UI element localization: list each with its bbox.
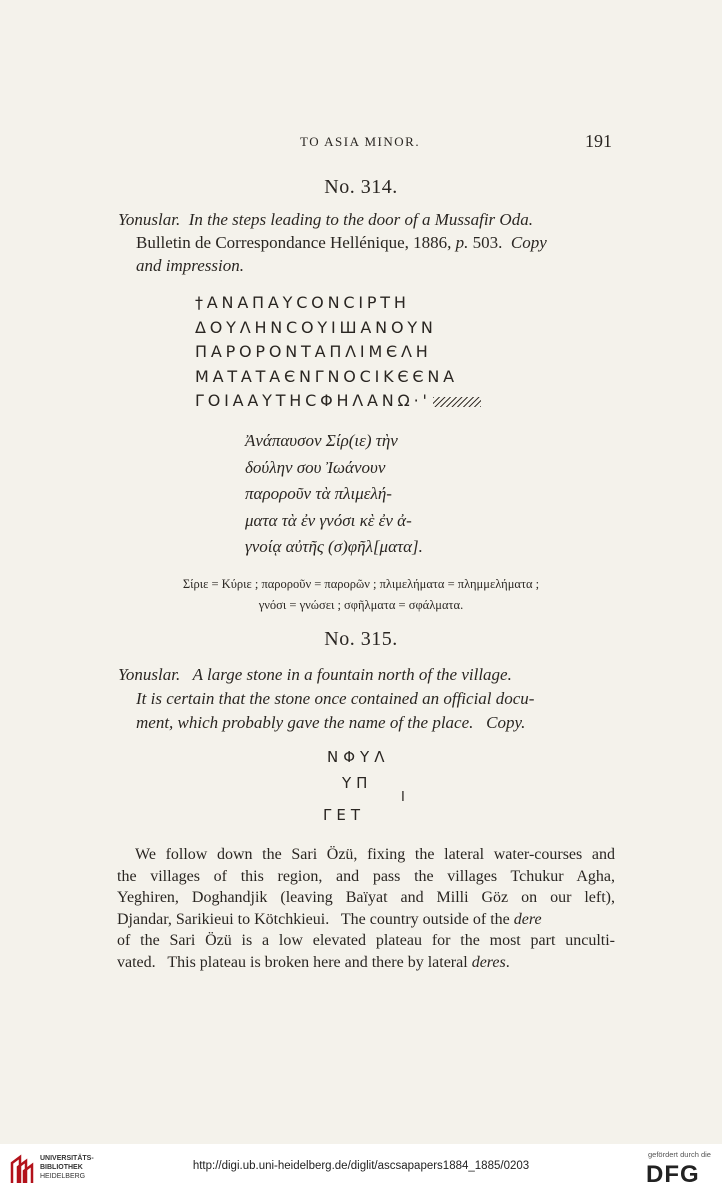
ub-line-3: HEIDELBERG xyxy=(40,1173,86,1180)
inscription-315-line-1: ΝΦΥΛ xyxy=(327,748,390,766)
reference-page: 503. xyxy=(468,233,503,252)
inscription-314 xyxy=(195,291,595,414)
transcription-line-4: ματα τὰ ἐν γνόσι κὲ ἐν ἀ- xyxy=(245,510,412,530)
inscription-315-line-2: ΥΠ xyxy=(342,774,373,792)
heading-no-314: No. 314. xyxy=(324,176,398,198)
transcription-line-2: δούλην σου Ἰωάνουν xyxy=(245,457,386,477)
dfg-logo: DFG xyxy=(646,1161,700,1188)
running-head xyxy=(0,131,722,156)
narrative-paragraph xyxy=(117,844,615,973)
ub-line-2: BIBLIOTHEK xyxy=(40,1164,83,1171)
no315-intro xyxy=(118,663,618,735)
term-deres: deres xyxy=(471,953,506,971)
body-line-6-end: . xyxy=(505,953,510,971)
inscription-315-mark: Ι xyxy=(401,790,410,805)
transcription-line-1: Ἀνάπαυσον Σίρ(ιε) τὴν xyxy=(245,431,398,450)
no314-intro-line-3: and impression. xyxy=(136,256,244,275)
no315-intro-line-3: ment, which probably gave the name of the place. Copy. xyxy=(136,713,526,732)
no314-intro xyxy=(118,208,618,277)
body-line-2: the villages of this region, and pass the villages Tchukur Agha, xyxy=(117,867,615,885)
inscription-line-3: ΠΑΡΟΡΟΝΤΑΠΛΙΜЄΛΗ xyxy=(195,342,432,361)
place-name: Yonuslar. xyxy=(118,210,181,229)
ub-line-1: UNIVERSITÄTS- xyxy=(40,1155,94,1162)
term-dere: dere xyxy=(513,910,542,928)
running-title: TO ASIA MINOR. xyxy=(300,134,421,149)
note-line-2: γνόσι = γνώσει ; σφῆλματα = σφάλματα. xyxy=(258,598,464,612)
no314-intro-line-2 xyxy=(118,231,618,254)
note-line-1: Σίριε = Κύριε ; παροροῦν = παρορῶν ; πλιμελήματα = πλημμελήματα ; xyxy=(182,577,540,591)
page-abbrev: p. xyxy=(455,233,469,252)
inscription-line-5-text: ΓΟΙΑΑΥΤΗϹΦΗΛΑΝΩ·' xyxy=(195,391,431,410)
bibliographic-reference: Bulletin de Correspondance Hellénique, 1886, xyxy=(136,233,456,252)
inscription-line-1: †ΑΝΑΠΑΥϹΟΝϹΙΡΤΗ xyxy=(195,293,410,312)
notes-314 xyxy=(0,574,722,616)
body-line-4-text: Djandar, Sarikieui to Kötchkieui. The country outside of the xyxy=(117,910,510,928)
body-line-1: We follow down the Sari Özü, fixing the lateral water-courses and xyxy=(135,846,615,863)
no314-intro-line-1 xyxy=(118,208,618,231)
no315-intro-line-2: It is certain that the stone once contained an official docu- xyxy=(136,689,535,708)
copy-note: Copy xyxy=(510,233,547,252)
inscription-line-2: ΔΟΥΛΗΝϹΟΥΙШΑΝΟΥΝ xyxy=(195,317,437,337)
body-line-5: of the Sari Özü is a low elevated plateau for the most part unculti- xyxy=(117,932,615,949)
body-line-6-text: vated. This plateau is broken here and there by lateral xyxy=(117,953,468,971)
transcription-line-5: γνοίᾳ αὐτῆς (σ)φῆλ[ματα]. xyxy=(245,537,423,556)
page-number: 191 xyxy=(585,131,612,151)
inscription-315-line-3: ΓΕΤ xyxy=(323,806,365,824)
body-line-6 xyxy=(117,952,615,974)
inscription-line-4: ΜΑΤΑΤΑЄΝΓΝΟϹΙΚЄЄΝΑ xyxy=(195,366,458,386)
transcription-line-3: παροροῦν τὰ πλιμελή- xyxy=(245,484,392,503)
no315-intro-line-1: Yonuslar. A large stone in a fountain north of the village. xyxy=(118,665,512,684)
body-line-3: Yeghiren, Doghandjik (leaving Baïyat and Milli Göz on our left), xyxy=(117,889,615,906)
damaged-stone-hatching xyxy=(433,397,481,407)
digitization-footer xyxy=(0,1144,722,1194)
permalink-url[interactable]: http://digi.ub.uni-heidelberg.de/diglit/ascsapapers1884_1885/0203 xyxy=(192,1160,530,1172)
funded-by-label: gefördert durch die xyxy=(648,1150,711,1159)
location-description: In the steps leading to the door of a Mussafir Oda. xyxy=(188,210,533,229)
heading-no-315: No. 315. xyxy=(324,628,398,650)
inscription-line-5 xyxy=(195,389,595,414)
transcription-314 xyxy=(245,428,565,561)
body-line-4 xyxy=(117,909,615,931)
